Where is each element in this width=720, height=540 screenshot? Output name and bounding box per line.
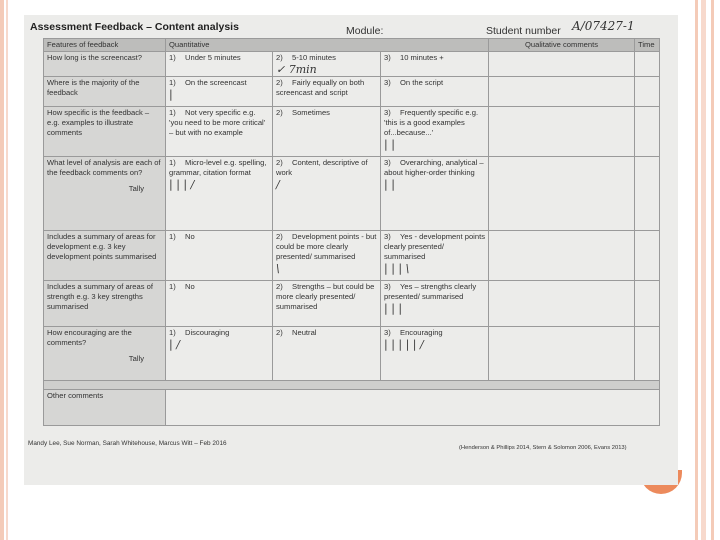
time-cell <box>635 327 660 381</box>
student-number-label: Student number <box>486 25 561 37</box>
option-number: 1) <box>169 158 176 167</box>
option-number: 2) <box>276 53 283 62</box>
qualitative-cell <box>489 231 635 281</box>
right-border-stripe-outer <box>711 0 714 540</box>
references-footer: (Henderson & Phillips 2014, Stern & Solomon 2006, Evans 2013) <box>459 445 627 451</box>
authors-footer: Mandy Lee, Sue Norman, Sarah Whitehouse, Marcus Witt – Feb 2016 <box>28 440 227 447</box>
option-cell <box>381 231 489 281</box>
option-text: Yes - development points clearly presented/ summarised <box>384 232 485 261</box>
option-cell <box>381 327 489 381</box>
table-row <box>44 327 660 381</box>
option-number: 2) <box>276 232 283 241</box>
option-number: 2) <box>276 328 283 337</box>
table-row <box>44 77 660 107</box>
option-text: Not very specific e.g. 'you need to be more critical' – but with no example <box>169 108 266 137</box>
time-cell <box>635 157 660 231</box>
option-cell <box>166 231 273 281</box>
table-row <box>44 107 660 157</box>
option-number: 3) <box>384 108 391 117</box>
tally-mark: | | | | | / <box>384 338 424 351</box>
option-number: 1) <box>169 78 176 87</box>
option-number: 1) <box>169 232 176 241</box>
option-text: Frequently specific e.g. 'this is a good examples of...because...' <box>384 108 479 137</box>
right-border-stripe <box>695 0 698 540</box>
option-cell <box>381 77 489 107</box>
header-qualitative: Qualitative comments <box>489 39 635 52</box>
option-cell <box>166 52 273 77</box>
option-number: 3) <box>384 232 391 241</box>
time-cell <box>635 52 660 77</box>
time-cell <box>635 281 660 327</box>
option-cell <box>273 107 381 157</box>
left-border-stripe <box>0 0 4 540</box>
feature-cell: How specific is the feedback – e.g. examples to illustrate comments <box>44 107 166 157</box>
tally-mark: | | <box>384 178 395 191</box>
option-text: Overarching, analytical – about higher-order thinking <box>384 158 484 177</box>
tally-mark: | | <box>384 138 395 151</box>
option-cell <box>166 327 273 381</box>
option-number: 2) <box>276 108 283 117</box>
tally-mark: | | | \ <box>384 262 410 275</box>
option-text: Strengths – but could be more clearly presented/ summarised <box>276 282 375 311</box>
option-cell <box>381 281 489 327</box>
option-text: Development points - but could be more clearly presented/ summarised <box>276 232 377 261</box>
separator-row <box>44 381 660 390</box>
option-text: Discouraging <box>185 328 230 337</box>
option-cell <box>273 231 381 281</box>
option-text: Content, descriptive of work <box>276 158 368 177</box>
time-cell <box>635 231 660 281</box>
option-cell <box>166 107 273 157</box>
option-cell <box>166 157 273 231</box>
option-number: 3) <box>384 158 391 167</box>
feedback-grid <box>43 38 660 426</box>
tally-mark: / <box>276 178 280 191</box>
qualitative-cell <box>489 52 635 77</box>
qualitative-cell <box>489 107 635 157</box>
feature-cell: Includes a summary of areas of strength e.g. 3 key strengths summarised <box>44 281 166 327</box>
option-cell <box>273 327 381 381</box>
table-row <box>44 52 660 77</box>
option-number: 3) <box>384 282 391 291</box>
feature-text: What level of analysis are each of the feedback comments on? <box>47 158 161 177</box>
option-text: On the screencast <box>185 78 247 87</box>
option-cell <box>273 52 381 77</box>
tally-mark: | <box>169 88 173 101</box>
option-cell <box>166 281 273 327</box>
module-label: Module: <box>346 25 384 37</box>
qualitative-cell <box>489 327 635 381</box>
qualitative-cell <box>489 157 635 231</box>
option-cell <box>381 107 489 157</box>
option-text: 5-10 minutes <box>292 53 336 62</box>
option-text: Fairly equally on both screencast and script <box>276 78 365 97</box>
feature-cell: How long is the screencast? <box>44 52 166 77</box>
other-comments-cell <box>166 390 660 426</box>
option-cell <box>166 77 273 107</box>
option-text: 10 minutes + <box>400 53 444 62</box>
header-row <box>44 39 660 52</box>
option-number: 3) <box>384 328 391 337</box>
option-text: Neutral <box>292 328 317 337</box>
feature-cell <box>44 157 166 231</box>
feature-cell: Includes a summary of areas for development e.g. 3 key development points summarised <box>44 231 166 281</box>
table-row <box>44 231 660 281</box>
option-number: 2) <box>276 158 283 167</box>
time-cell <box>635 77 660 107</box>
scanned-feedback-form <box>24 15 678 485</box>
option-text: Yes – strengths clearly presented/ summarised <box>384 282 477 301</box>
other-comments-row <box>44 390 660 426</box>
option-number: 2) <box>276 78 283 87</box>
left-border-stripe-thin <box>6 0 8 540</box>
table-row <box>44 281 660 327</box>
form-title: Assessment Feedback – Content analysis <box>30 21 239 33</box>
option-text: Micro-level e.g. spelling, grammar, citation format <box>169 158 267 177</box>
feature-cell <box>44 327 166 381</box>
option-text: Sometimes <box>292 108 330 117</box>
option-cell <box>381 52 489 77</box>
tally-label: Tally <box>128 184 144 193</box>
tally-label: Tally <box>128 354 144 363</box>
option-number: 1) <box>169 108 176 117</box>
other-comments-label: Other comments <box>44 390 166 426</box>
tally-mark: | | | <box>384 302 403 315</box>
tally-mark: | | | / <box>169 178 195 191</box>
option-cell <box>273 281 381 327</box>
option-text: No <box>185 282 195 291</box>
option-number: 3) <box>384 78 391 87</box>
option-text: No <box>185 232 195 241</box>
option-cell <box>381 157 489 231</box>
student-number-handwritten: A/07427-1 <box>572 19 635 33</box>
option-text: On the script <box>400 78 444 87</box>
header-time: Time <box>635 39 660 52</box>
qualitative-cell <box>489 281 635 327</box>
option-number: 3) <box>384 53 391 62</box>
option-cell <box>273 157 381 231</box>
feature-text: How encouraging are the comments? <box>47 328 132 347</box>
option-number: 1) <box>169 53 176 62</box>
tally-mark: \ <box>276 262 280 275</box>
right-border-stripe-wide <box>701 0 706 540</box>
option-cell <box>273 77 381 107</box>
header-features: Features of feedback <box>44 39 166 52</box>
tally-mark: ✓ 7min <box>276 63 317 76</box>
option-text: Encouraging <box>400 328 443 337</box>
option-number: 1) <box>169 282 176 291</box>
time-cell <box>635 107 660 157</box>
qualitative-cell <box>489 77 635 107</box>
tally-mark: | / <box>169 338 180 351</box>
header-quantitative: Quantitative <box>166 39 489 52</box>
option-number: 1) <box>169 328 176 337</box>
table-row <box>44 157 660 231</box>
option-number: 2) <box>276 282 283 291</box>
option-text: Under 5 minutes <box>185 53 241 62</box>
feature-cell: Where is the majority of the feedback <box>44 77 166 107</box>
